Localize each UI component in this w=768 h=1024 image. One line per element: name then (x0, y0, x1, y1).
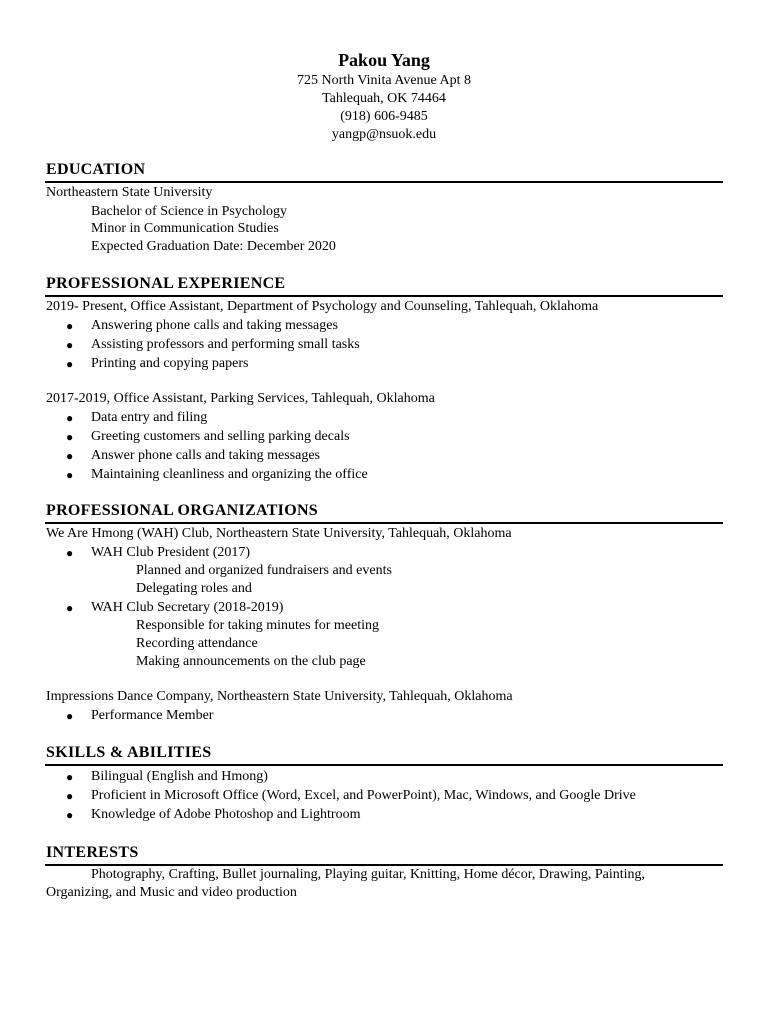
contact-header (0, 48, 768, 144)
job-title: 2017-2019, Office Assistant, Parking Services, Tahlequah, Oklahoma (46, 391, 435, 406)
skill-item: Knowledge of Adobe Photoshop and Lightroom (91, 807, 361, 822)
job-duty: Maintaining cleanliness and organizing the office (91, 467, 368, 482)
section-heading-experience: PROFESSIONAL EXPERIENCE (46, 275, 286, 292)
role-duty: Planned and organized fundraisers and events (136, 563, 392, 578)
bullet-icon: ● (66, 357, 74, 371)
section-divider (45, 764, 723, 766)
job-duty: Data entry and filing (91, 410, 208, 425)
bullet-icon: ● (66, 709, 74, 723)
bullet-icon: ● (66, 601, 74, 615)
role-duty: Recording attendance (136, 636, 258, 651)
section-heading-interests: INTERESTS (46, 844, 139, 861)
section-heading-education: EDUCATION (46, 161, 146, 178)
city-line: Tahlequah, OK 74464 (322, 91, 446, 106)
bullet-icon: ● (66, 468, 74, 482)
minor-line: Minor in Communication Studies (91, 221, 279, 236)
applicant-name: Pakou Yang (338, 50, 430, 70)
section-heading-organizations: PROFESSIONAL ORGANIZATIONS (46, 502, 319, 519)
skill-item: Bilingual (English and Hmong) (91, 769, 268, 784)
skill-item: Proficient in Microsoft Office (Word, Excel, and PowerPoint), Mac, Windows, and Google Drive (91, 788, 636, 803)
organization-role: WAH Club President (2017) (91, 545, 251, 560)
organization-name: Impressions Dance Company, Northeastern State University, Tahlequah, Oklahoma (46, 689, 513, 704)
interests-text: Organizing, and Music and video production (46, 885, 297, 900)
bullet-icon: ● (66, 449, 74, 463)
job-duty: Printing and copying papers (91, 356, 249, 371)
section-divider (45, 181, 723, 183)
school-name: Northeastern State University (46, 185, 213, 200)
bullet-icon: ● (66, 808, 74, 822)
organization-role: WAH Club Secretary (2018-2019) (91, 600, 284, 615)
organization-name: We Are Hmong (WAH) Club, Northeastern State University, Tahlequah, Oklahoma (46, 526, 512, 541)
bullet-icon: ● (66, 411, 74, 425)
job-title: 2019- Present, Office Assistant, Department of Psychology and Counseling, Tahlequah, Oklahoma (46, 299, 599, 314)
job-duty: Greeting customers and selling parking decals (91, 429, 350, 444)
role-duty: Making announcements on the club page (136, 654, 366, 669)
job-duty: Answering phone calls and taking messages (91, 318, 338, 333)
bullet-icon: ● (66, 319, 74, 333)
email-address[interactable]: yangp@nsuok.edu (331, 127, 437, 142)
job-duty: Assisting professors and performing small tasks (91, 337, 360, 352)
job-duty: Answer phone calls and taking messages (91, 448, 320, 463)
address-line: 725 North Vinita Avenue Apt 8 (296, 73, 471, 88)
role-duty: Delegating roles and (136, 581, 252, 596)
organization-role: Performance Member (91, 708, 214, 723)
bullet-icon: ● (66, 430, 74, 444)
bullet-icon: ● (66, 770, 74, 784)
section-heading-skills: SKILLS & ABILITIES (46, 744, 212, 761)
section-divider (45, 295, 723, 297)
graduation-line: Expected Graduation Date: December 2020 (91, 239, 336, 254)
bullet-icon: ● (66, 789, 74, 803)
bullet-icon: ● (66, 546, 74, 560)
degree-line: Bachelor of Science in Psychology (91, 204, 287, 219)
bullet-icon: ● (66, 338, 74, 352)
phone-number: (918) 606-9485 (340, 109, 428, 124)
section-divider (45, 522, 723, 524)
role-duty: Responsible for taking minutes for meeting (136, 618, 380, 633)
interests-text: Photography, Crafting, Bullet journaling, Playing guitar, Knitting, Home décor, Drawing, Painting, (91, 867, 646, 882)
